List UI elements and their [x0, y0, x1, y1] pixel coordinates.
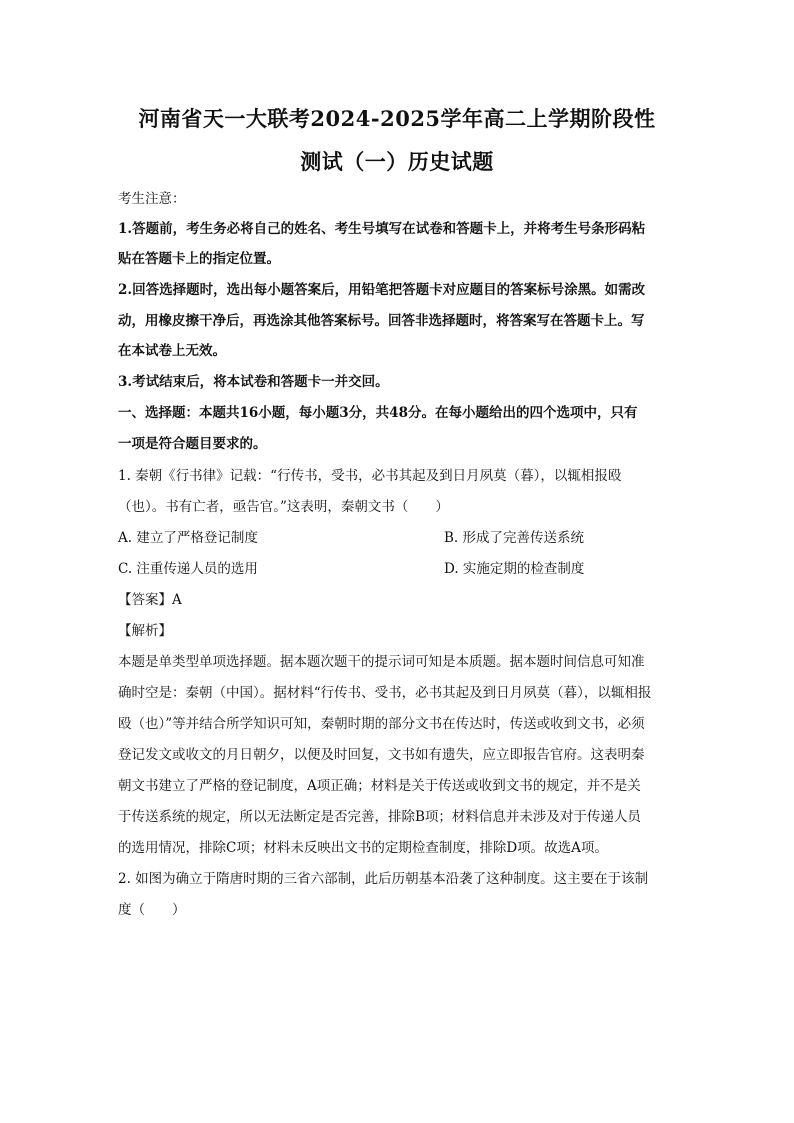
question-1-stem: 1. 秦朝《行书律》记载：“行传书，受书，必书其起及到日月夙莫（暮），以辄相报殴	[118, 468, 622, 484]
section-heading: 一、选择题：本题共16小题，每小题3分，共48分。在每小题给出的四个选项中，只有	[118, 405, 638, 421]
question-1-analysis-line: 本题是单类型单项选择题。据本题次题干的提示词可知是本质题。据本题时间信息可知准	[118, 654, 645, 670]
question-2-stem: 度（ ）	[118, 902, 186, 918]
question-1-analysis-line: 殴（也）”等并结合所学知识可知，秦朝时期的部分文书在传达时，传送或收到文书，必须	[118, 716, 645, 732]
question-1-analysis-line: 于传送系统的规定，所以无法断定是否完善，排除B项；材料信息并未涉及对于传递人员	[118, 809, 641, 825]
document-title-line-1: 河南省天一大联考2024-2025学年高二上学期阶段性	[138, 106, 656, 131]
notice-line: 动，用橡皮擦干净后，再选涂其他答案标号。回答非选择题时，将答案写在答题卡上。写	[118, 313, 645, 329]
question-1-option-c: C. 注重传递人员的选用	[118, 561, 258, 577]
question-1-analysis-line: 朝文书建立了严格的登记制度，A项正确；材料是关于传送或收到文书的规定，并不是关	[118, 778, 641, 794]
notice-line: 1.答题前，考生务必将自己的姓名、考生号填写在试卷和答题卡上，并将考生号条形码粘	[118, 221, 646, 237]
notice-line: 3.考试结束后，将本试卷和答题卡一并交回。	[118, 374, 389, 390]
question-1-analysis-line: 确时空是：秦朝（中国）。据材料“行传书、受书，必书其起及到日月夙莫（暮），以辄相报	[118, 685, 652, 701]
notice-line: 在本试卷上无效。	[118, 343, 226, 359]
question-1-stem: （也）。书有亡者，亟告官。”这表明，秦朝文书（ ）	[118, 499, 449, 515]
notice-heading: 考生注意：	[118, 191, 186, 207]
question-1-option-b: B. 形成了完善传送系统	[444, 530, 585, 546]
question-1-analysis-line: 登记发文或收文的月日朝夕，以便及时回复，文书如有遗失，应立即报告官府。这表明秦	[118, 747, 645, 763]
question-1-analysis-label: 【解析】	[118, 623, 172, 639]
notice-line: 贴在答题卡上的指定位置。	[118, 251, 280, 267]
section-heading: 一项是符合题目要求的。	[118, 436, 267, 452]
question-1-option-d: D. 实施定期的检查制度	[444, 561, 585, 577]
question-2-stem: 2. 如图为确立于隋唐时期的三省六部制，此后历朝基本沿袭了这种制度。这主要在于该制	[118, 871, 649, 887]
question-1-analysis-line: 的选用情况，排除C项；材料未反映出文书的定期检查制度，排除D项。故选A项。	[118, 840, 608, 856]
question-1-option-a: A. 建立了严格登记制度	[118, 530, 258, 546]
document-title-line-2: 测试（一）历史试题	[300, 149, 494, 174]
question-1-answer: 【答案】A	[118, 592, 182, 608]
notice-line: 2.回答选择题时，选出每小题答案后，用铅笔把答题卡对应题目的答案标号涂黑。如需改	[118, 282, 646, 298]
